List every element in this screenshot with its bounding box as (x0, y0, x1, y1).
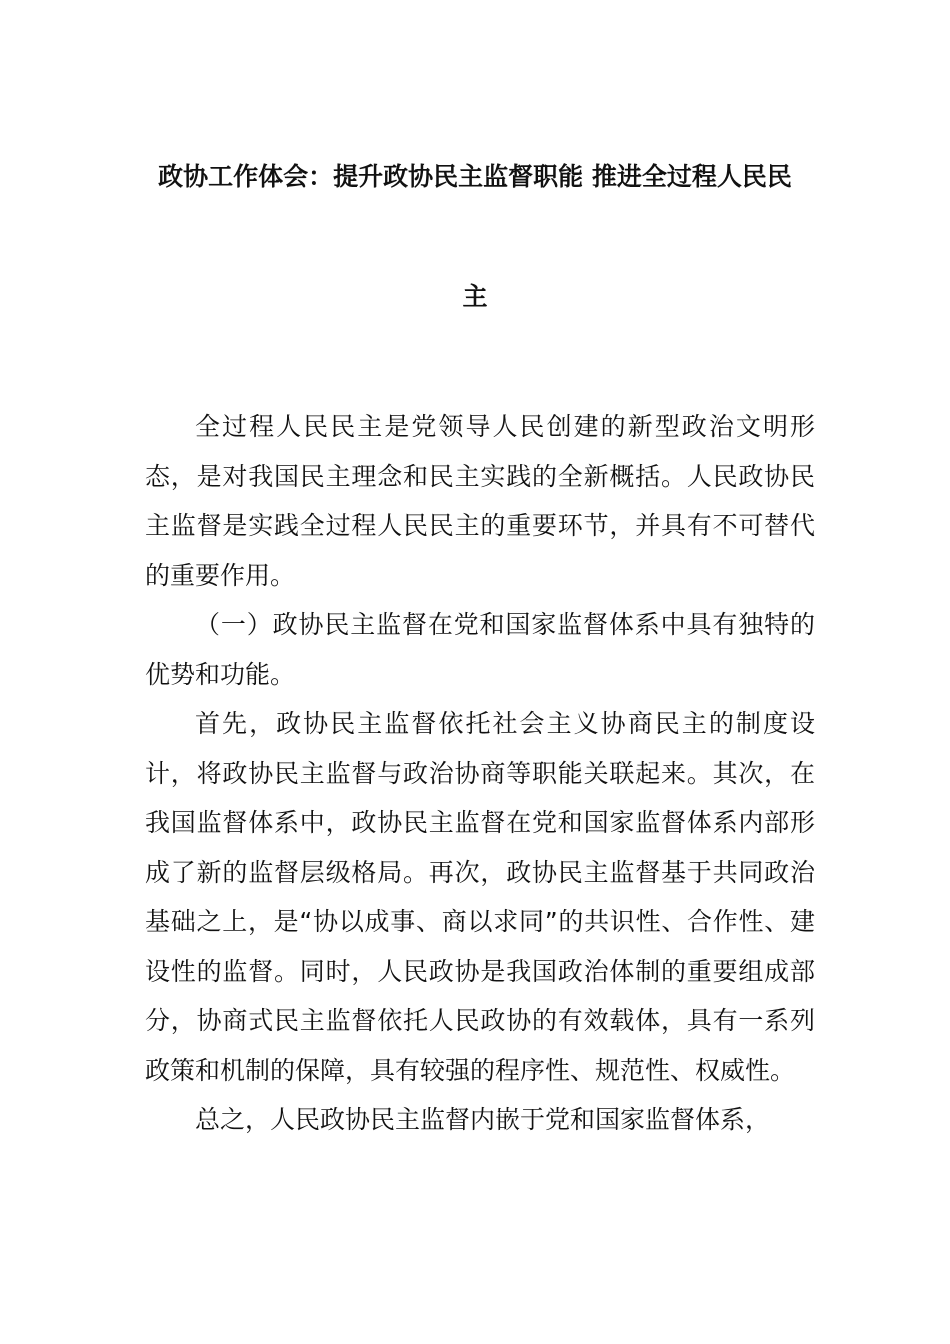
paragraph-summary: 总之，人民政协民主监督内嵌于党和国家监督体系， (195, 1105, 771, 1134)
document-title-line-1: 政协工作体会：提升政协民主监督职能 推进全过程人民民 (158, 162, 792, 191)
paragraph-intro: 全过程人民民主是党领导人民创建的新型政治文明形态，是对我国民主理念和民主实践的全新概括。人民政协民主监督是实践全过程人民民主的重要环节，并具有不可替代的重要作用。 (145, 412, 815, 590)
document-title-line-2: 主 (462, 282, 488, 311)
paragraph-details: 首先，政协民主监督依托社会主义协商民主的制度设计，将政协民主监督与政治协商等职能关联起来。其次，在我国监督体系中，政协民主监督在党和国家监督体系内部形成了新的监督层级格局。再次，政协民主监督基于共同政治基础之上，是“协以成事、商以求同”的共识性、合作性、建设性的监督。同时，人民政协是我国政治体制的重要组成部分，协商式民主监督依托人民政协的有效载体，具有一系列政策和机制的保障，具有较强的程序性、规范性、权威性。 (145, 709, 815, 1085)
document-body (145, 402, 815, 1145)
paragraph-section-heading: （一）政协民主监督在党和国家监督体系中具有独特的优势和功能。 (145, 610, 815, 689)
